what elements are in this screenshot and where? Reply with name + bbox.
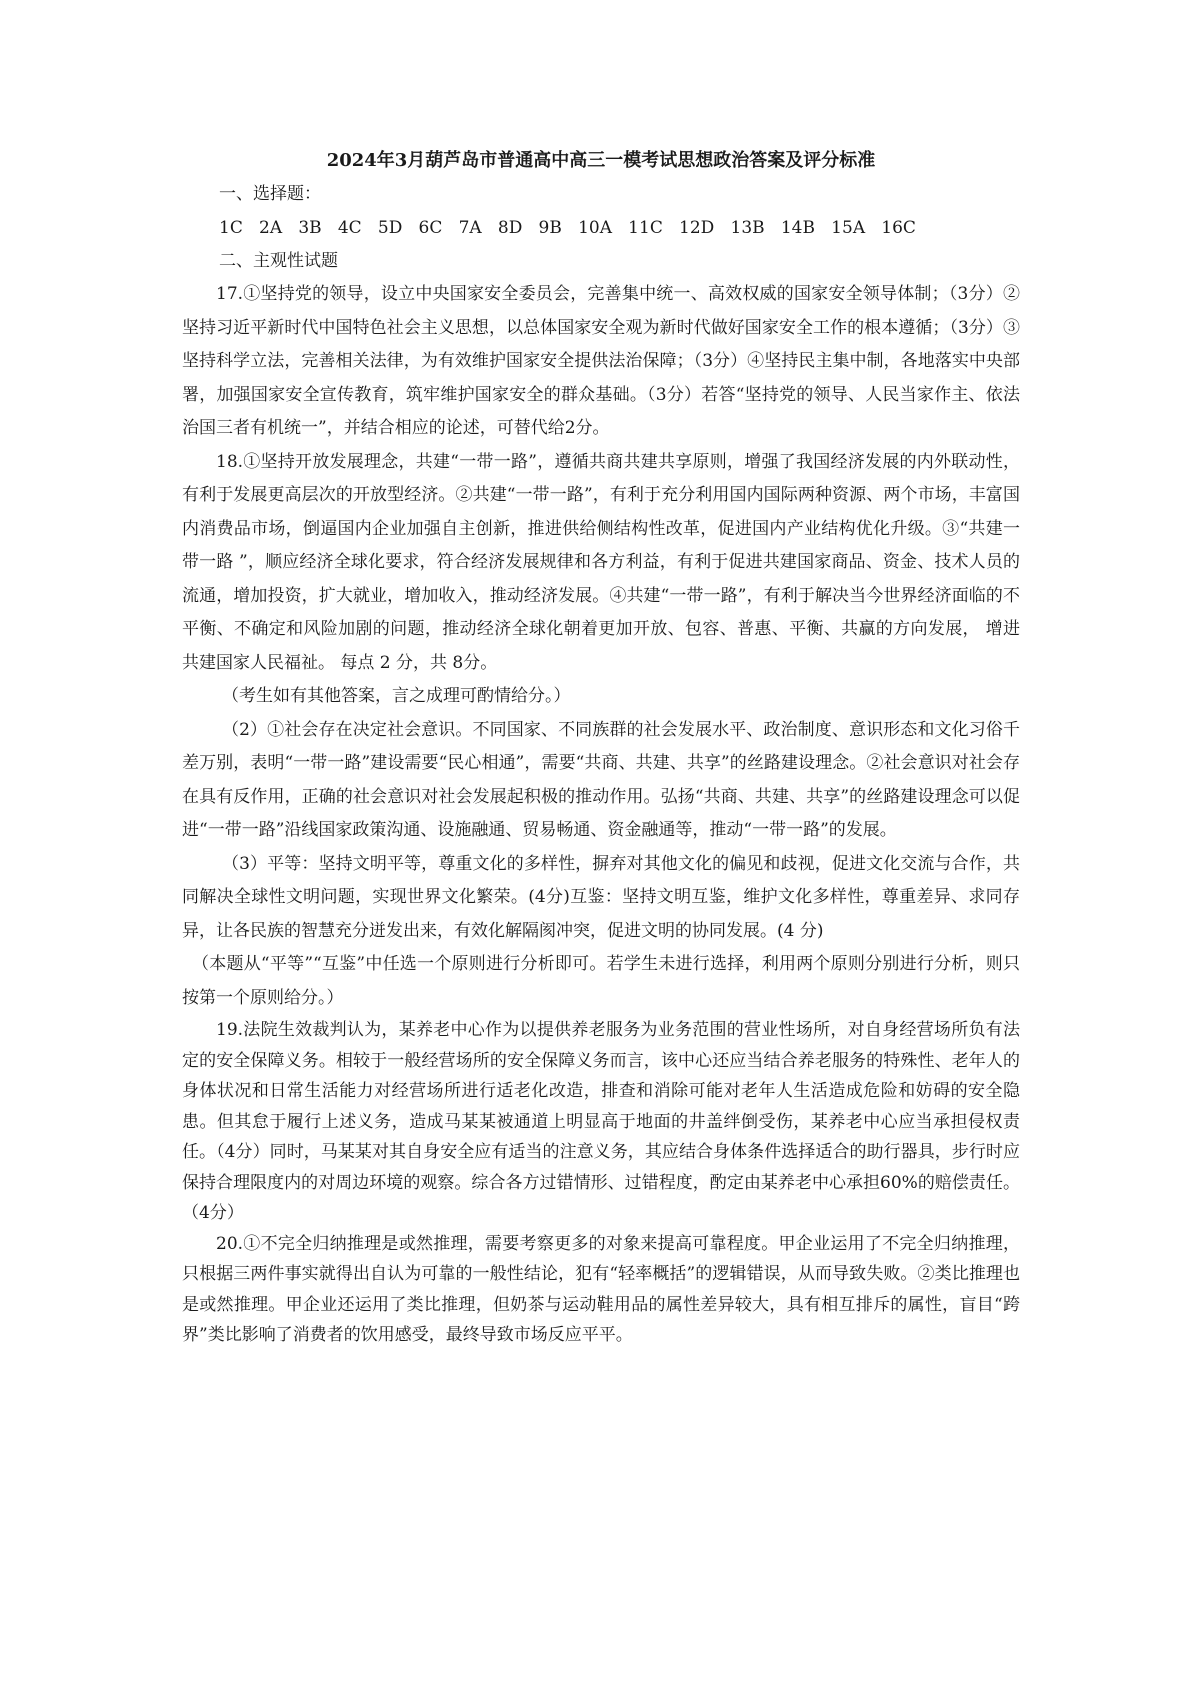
question-18-scoring-note: （本题从“平等”“互鉴”中任选一个原则进行分析即可。若学生未进行选择，利用两个原则分别进行分析，则只按第一个原则给分。） (182, 954, 1020, 1008)
section-heading-choice: 一、选择题： (219, 184, 321, 204)
question-18-part3-answer: （3）平等：坚持文明平等，尊重文化的多样性，摒弃对其他文化的偏见和歧视，促进文化交流与合作，共同解决全球性文明问题，实现世界文化繁荣。(4分)互鉴：坚持文明互鉴，维护文化多样性，尊重差异、求同存异，让各民族的智慧充分迸发出来，有效化解隔阂冲突，促进文明的协同发展。(4 分) (182, 853, 1020, 941)
question-18-part2-answer: （2）①社会存在决定社会意识。不同国家、不同族群的社会发展水平、政治制度、意识形态和文化习俗千差万别，表明“一带一路”建设需要“民心相通”，需要“共商、共建、共享”的丝路建设理念。②社会意识对社会存在具有反作用，正确的社会意识对社会发展起积极的推动作用。弘扬“共商、共建、共享”的丝路建设理念可以促进“一带一路”沿线国家政策沟通、设施融通、贸易畅通、资金融通等，推动“一带一路”的发展。 (182, 719, 1020, 840)
question-18-part1-answer: 18.①坚持开放发展理念，共建“一带一路”，遵循共商共建共享原则，增强了我国经济发展的内外联动性，有利于发展更高层次的开放型经济。②共建“一带一路”，有利于充分利用国内国际两种资源、两个市场，丰富国内消费品市场，倒逼国内企业加强自主创新，推进供给侧结构性改革，促进国内产业结构优化升级。③“共建一带一路 ”，顺应经济全球化要求，符合经济发展规律和各方利益，有利于促进共建国家商品、资金、技术人员的流通，增加投资，扩大就业，增加收入，推动经济发展。④共建“一带一路”，有利于解决当今世界经济面临的不平衡、不确定和风险加剧的问题，推动经济全球化朝着更加开放、包容、普惠、平衡、共赢的方向发展， 增进共建国家人民福祉。 每点 2 分，共 8分。 (182, 451, 1020, 673)
document-title: 2024年3月葫芦岛市普通高中高三一模考试思想政治答案及评分标准 (326, 150, 876, 171)
choice-answers: 1C 2A 3B 4C 5D 6C 7A 8D 9B 10A 11C 12D 13B 14B 15A 16C (219, 217, 916, 238)
question-18-note: （考生如有其他答案，言之成理可酌情给分。） (222, 686, 571, 706)
question-19-answer: 19.法院生效裁判认为，某养老中心作为以提供养老服务为业务范围的营业性场所，对自身经营场所负有法定的安全保障义务。相较于一般经营场所的安全保障义务而言，该中心还应当结合养老服务的特殊性、老年人的身体状况和日常生活能力对经营场所进行适老化改造，排查和消除可能对老年人生活造成危险和妨碍的安全隐患。但其怠于履行上述义务，造成马某某被通道上明显高于地面的井盖绊倒受伤，某养老中心应当承担侵权责任。（4分）同时，马某某对其自身安全应有适当的注意义务，其应结合身体条件选择适合的助行器具，步行时应保持合理限度内的对周边环境的观察。综合各方过错情形、过错程度，酌定由某养老中心承担60%的赔偿责任。（4分） (182, 1020, 1020, 1223)
question-20-answer: 20.①不完全归纳推理是或然推理，需要考察更多的对象来提高可靠程度。甲企业运用了不完全归纳推理，只根据三两件事实就得出自认为可靠的一般性结论，犯有“轻率概括”的逻辑错误，从而导致失败。②类比推理也是或然推理。甲企业还运用了类比推理，但奶茶与运动鞋用品的属性差异较大，具有相互排斥的属性，盲目“跨界”类比影响了消费者的饮用感受，最终导致市场反应平平。 (182, 1233, 1020, 1345)
answer-document (182, 146, 1020, 1351)
section-heading-subjective: 二、主观性试题 (219, 250, 338, 271)
question-17-answer: 17.①坚持党的领导，设立中央国家安全委员会，完善集中统一、高效权威的国家安全领导体制；（3分）②坚持习近平新时代中国特色社会主义思想，以总体国家安全观为新时代做好国家安全工作的根本遵循；（3分）③坚持科学立法，完善相关法律，为有效维护国家安全提供法治保障；（3分）④坚持民主集中制，各地落实中央部署，加强国家安全宣传教育，筑牢维护国家安全的群众基础。（3分）若答“坚持党的领导、人民当家作主、依法治国三者有机统一”，并结合相应的论述，可替代给2分。 (182, 284, 1020, 438)
